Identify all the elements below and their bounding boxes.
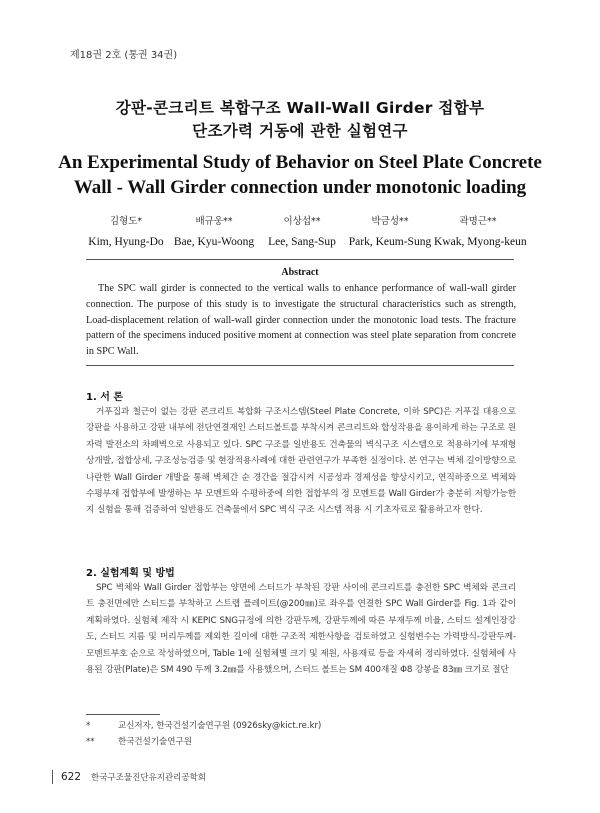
author-english-name: Lee, Sang-Sup bbox=[268, 236, 336, 248]
footnote-text: 교신저자, 한국건설기술연구원 (0926sky@kict.re.kr) bbox=[118, 721, 322, 731]
abstract-top-rule bbox=[86, 259, 514, 260]
author bbox=[170, 213, 258, 248]
korean-title-line-1: 강판-콘크리트 복합구조 Wall-Wall Girder 접합부 bbox=[115, 99, 485, 117]
page-footer bbox=[52, 770, 206, 784]
author-korean-name: 이상섭** bbox=[283, 216, 321, 227]
author-english-name: Kim, Hyung-Do bbox=[88, 236, 164, 248]
footnote-rule bbox=[86, 714, 160, 715]
author-list bbox=[82, 213, 527, 248]
page-number: 622 bbox=[61, 771, 82, 783]
author-korean-name: 박금성** bbox=[371, 216, 409, 227]
section-heading-introduction: 1. 서 론 bbox=[86, 392, 124, 403]
author bbox=[258, 213, 346, 248]
section-body-methods: SPC 벽체와 Wall Girder 접합부는 양면에 스터드가 부착된 강판 사이에 콘크리트를 충전한 SPC 벽체와 콘크리트 충전면에만 스터드를 부착하고 스트랩 플레이트(@200㎜)로 좌우를 연결한 SPC Wall Girder를 Fig. 1과 같이 계획하였다. 실험체 제작 시 KEPIC SNG규정에 의한 강판두께, 강판두께에 따른 부재두께 비율, 스터드 설계인장강도, 스터드 지름 및 머리두께를 제외한 길이에 대한 구조적 제한사항을 검토하였고 실험변수는 가력방식-강판두께-모멘트부호 순으로 작성하였으며, Table 1에 실험체별 크기 및 제원, 사용재료 등을 자세히 정리하였다. 실험체에 사용된 강판(Plate)은 SM 490 두께 3.2㎜를 사용했으며, 스터드 볼트는 SM 400재질 Φ8 강봉을 83㎜ 크기로 절단 bbox=[86, 583, 516, 676]
author bbox=[434, 213, 527, 248]
footnote-corresponding-author bbox=[86, 719, 321, 731]
author bbox=[346, 213, 434, 248]
author-english-name: Park, Keum-Sung bbox=[348, 236, 432, 248]
footnote-text: 한국건설기술연구원 bbox=[118, 737, 192, 747]
section-heading-methods: 2. 실험계획 및 방법 bbox=[86, 568, 175, 579]
author bbox=[82, 213, 170, 248]
author-korean-name: 김형도* bbox=[109, 216, 143, 227]
english-title-line-2: Wall - Wall Girder connection under monotonic loading bbox=[73, 177, 527, 198]
footer-divider bbox=[52, 770, 53, 784]
journal-name: 한국구조물진단유지관리공학회 bbox=[91, 773, 207, 783]
footnote-affiliation bbox=[86, 735, 192, 747]
abstract-body: The SPC wall girder is connected to the vertical walls to enhance performance of wall-wall girder connection. The purpose of this study is to investigate the structural characteristics such as strength, Load-displacement relation of wall-wall girder connection under the monotonic load tests. The fracture pattern of the specimens induced positive moment at connection was steel plate separation from concrete in SPC Wall. bbox=[86, 283, 516, 358]
korean-title-line-2: 단조가력 거동에 관한 실험연구 bbox=[192, 122, 408, 140]
abstract-bottom-rule bbox=[86, 365, 514, 366]
footnote-mark: * bbox=[86, 721, 91, 731]
footnote-mark: ** bbox=[86, 737, 95, 747]
author-english-name: Bae, Kyu-Woong bbox=[173, 236, 255, 248]
author-korean-name: 곽명근** bbox=[459, 216, 497, 227]
abstract-heading: Abstract bbox=[281, 267, 319, 278]
english-title-line-1: An Experimental Study of Behavior on Steel Plate Concrete bbox=[58, 152, 542, 173]
section-body-introduction: 거푸집과 철근이 없는 강판 콘크리트 복합화 구조시스템(Steel Plate Concrete, 이하 SPC)은 거푸집 대용으로 강판을 사용하고 강판 내부에 전단연결재인 스터드볼트를 부착시켜 콘크리트와 합성작용을 용이하게 하는 구조로 원자력 발전소의 차폐벽으로 사용되고 있다. SPC 구조를 일반용도 건축물의 벽식구조 시스템으로 적용하기에 부재형상개발, 접합상세, 구조성능검증 및 현장적용사례에 대한 관련연구가 부족한 실정이다. 본 연구는 벽체 길이방향으로 나란한 Wall Girder 개발을 통해 벽체간 순 경간을 절감시켜 시공성과 경제성을 향상시키고, 연직하중으로 벽체와 수평부재 접합부에 발생하는 부 모멘트와 수평하중에 의한 접합부의 정 모멘트를 Wall Girder가 충분히 저항가능한지 실험을 통해 검증하여 일반용도 건축물에서 SPC 벽식 구조 시스템 적용 시 기초자료로 활용하고자 한다. bbox=[86, 407, 516, 516]
issue-info: 제18권 2호 (통권 34권) bbox=[70, 50, 178, 61]
author-korean-name: 배규웅** bbox=[195, 216, 233, 227]
author-english-name: Kwak, Myong-keun bbox=[434, 236, 527, 248]
